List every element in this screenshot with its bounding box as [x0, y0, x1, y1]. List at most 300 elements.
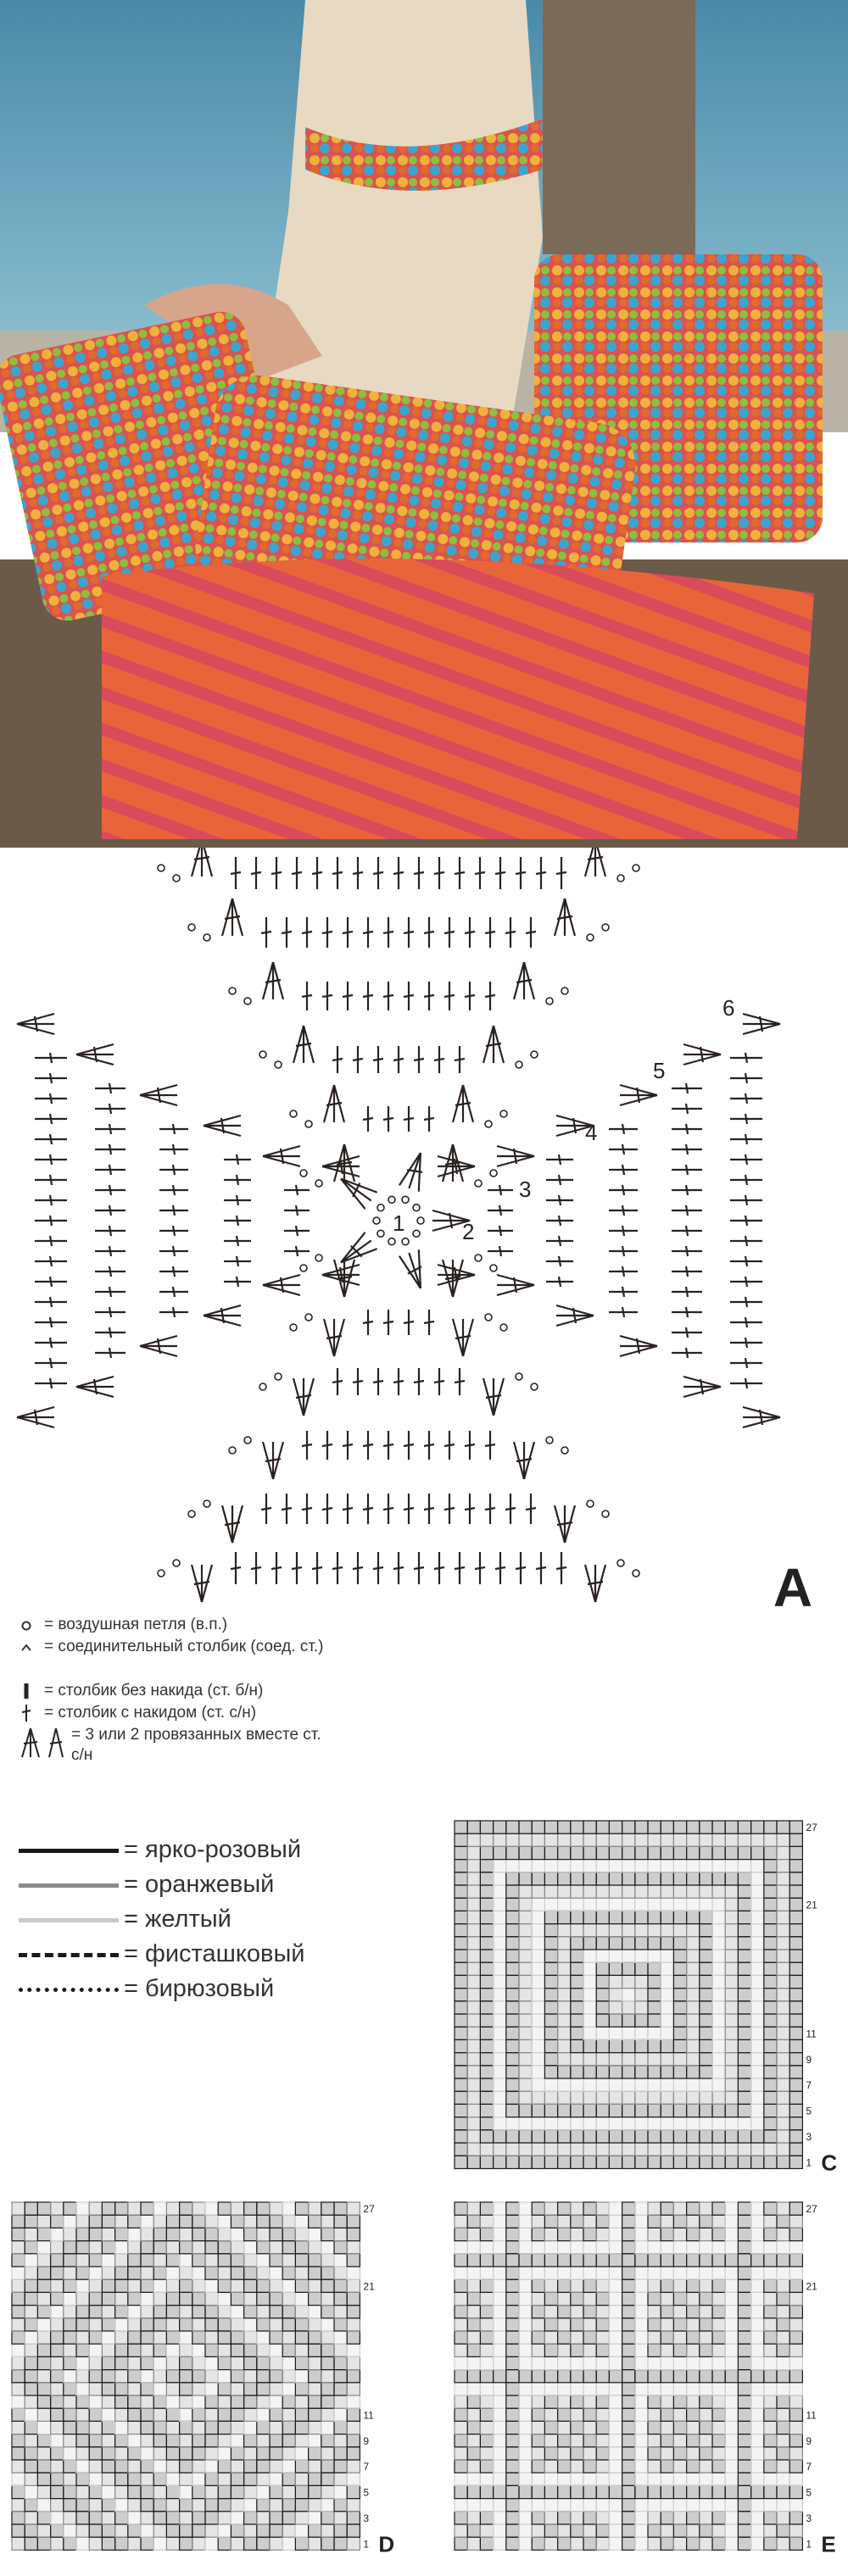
grid-cell: [309, 2331, 321, 2344]
grid-cell: [37, 2499, 50, 2512]
grid-cell: [544, 2370, 557, 2383]
grid-cell: [89, 2524, 102, 2537]
grid-cell: [725, 2130, 738, 2143]
grid-cell: [609, 2001, 622, 2014]
grid-cell: [480, 2524, 493, 2537]
grid-cell: [309, 2408, 321, 2421]
grid-cell: [218, 2460, 231, 2473]
grid-cell: [751, 2292, 764, 2305]
grid-cell: [153, 2318, 166, 2331]
grid-cell: [558, 2156, 571, 2168]
grid-cell: [583, 1872, 596, 1885]
grid-cell: [725, 2344, 738, 2356]
grid-cell: [661, 2039, 673, 2052]
grid-cell: [725, 2279, 738, 2292]
double-crochet-mark: [332, 1368, 343, 1395]
grid-cell: [622, 2267, 635, 2279]
grid-cell: [480, 1962, 493, 1975]
grid-cell: [700, 1911, 712, 1923]
grid-cell: [700, 1872, 712, 1885]
grid-cell: [751, 2078, 764, 2091]
grid-cell: [270, 2537, 282, 2550]
legend-text-dc: = столбик с накидом (ст. с/н): [44, 1704, 257, 1722]
color-text-orange: = оранжевый: [124, 1871, 275, 1898]
grid-cell: [532, 2512, 544, 2524]
cluster-mark: [514, 1442, 534, 1479]
grid-cell: [583, 1860, 596, 1872]
grid-cell: [751, 1937, 764, 1950]
grid-cell: [321, 2370, 334, 2383]
grid-cell: [532, 1989, 544, 2001]
grid-row-label: 9: [363, 2434, 370, 2447]
grid-cell: [764, 1885, 777, 1898]
double-crochet-mark: [609, 1226, 638, 1236]
cluster-mark: [497, 1146, 534, 1166]
grid-cell: [571, 2473, 583, 2485]
grid-cell: [687, 2053, 700, 2066]
grid-cell: [166, 2395, 179, 2408]
chain-stitch-mark: [587, 934, 594, 941]
grid-cell: [622, 2202, 635, 2215]
product-photo: [0, 0, 848, 848]
grid-cell: [25, 2215, 37, 2228]
grid-cell: [270, 2267, 282, 2279]
grid-cell: [661, 2215, 673, 2228]
grid-cell: [321, 2537, 334, 2550]
grid-cell: [635, 2421, 648, 2434]
grid-cell: [673, 2130, 686, 2143]
grid-cell: [205, 2408, 218, 2421]
grid-cell: [519, 1950, 532, 1962]
grid-cell: [622, 2395, 635, 2408]
grid-cell: [205, 2344, 218, 2356]
grid-cell: [218, 2279, 231, 2292]
grid-cell: [257, 2370, 270, 2383]
cluster-mark: [743, 1407, 780, 1427]
grid-cell: [334, 2512, 347, 2524]
double-crochet-mark: [672, 1083, 702, 1093]
double-crochet-mark: [284, 1185, 310, 1195]
grid-cell: [76, 2318, 89, 2331]
double-crochet-mark: [434, 857, 444, 889]
grid-cell: [480, 2091, 493, 2104]
grid-cell: [789, 2460, 802, 2473]
grid-cell: [12, 2512, 25, 2524]
grid-cell: [738, 1833, 750, 1846]
grid-cell: [494, 2537, 506, 2550]
grid-cell: [205, 2292, 218, 2305]
grid-cell: [596, 2434, 609, 2447]
double-crochet-mark: [672, 1165, 702, 1175]
grid-cell: [751, 2254, 764, 2267]
grid-cell: [244, 2228, 257, 2240]
grid-cell: [455, 2395, 467, 2408]
grid-cell: [789, 1833, 802, 1846]
chain-stitch-mark: [275, 1061, 282, 1068]
grid-cell: [51, 2215, 64, 2228]
grid-cell: [738, 2473, 750, 2485]
grid-cell: [583, 2254, 596, 2267]
grid-cell: [494, 1885, 506, 1898]
grid-cell: [51, 2395, 64, 2408]
grid-cell: [64, 2215, 76, 2228]
cluster-mark: [76, 1044, 114, 1065]
grid-cell: [205, 2254, 218, 2267]
grid-cell: [700, 2228, 712, 2240]
grid-cell: [764, 2215, 777, 2228]
grid-cell: [764, 1989, 777, 2001]
grid-cell: [455, 2104, 467, 2117]
grid-cell: [712, 1937, 725, 1950]
double-crochet-mark: [35, 1114, 67, 1124]
grid-cell: [480, 1937, 493, 1950]
cluster-mark: [555, 899, 575, 936]
grid-cell: [282, 2499, 295, 2512]
grid-cell: [648, 1911, 661, 1923]
grid-cell: [764, 1872, 777, 1885]
grid-cell: [673, 1898, 686, 1911]
double-crochet-mark: [261, 917, 271, 948]
grid-row-label: 3: [806, 2512, 812, 2524]
grid-cell: [321, 2292, 334, 2305]
grid-cell: [687, 2395, 700, 2408]
grid-cell: [519, 2292, 532, 2305]
double-crochet-mark: [284, 1205, 310, 1216]
grid-cell: [102, 2473, 114, 2485]
grid-cell: [596, 1962, 609, 1975]
grid-cell: [558, 2091, 571, 2104]
grid-cell: [558, 2434, 571, 2447]
grid-cell: [295, 2434, 308, 2447]
chain-stitch-mark: [377, 1230, 384, 1237]
grid-cell: [777, 2447, 789, 2460]
grid-cell: [712, 2434, 725, 2447]
grid-cell: [583, 2228, 596, 2240]
grid-cell: [102, 2344, 114, 2356]
grid-cell: [558, 2318, 571, 2331]
grid-cell: [738, 2053, 750, 2066]
grid-cell: [506, 2356, 519, 2369]
grid-cell: [687, 2473, 700, 2485]
grid-cell: [532, 1924, 544, 1937]
double-crochet-mark: [444, 1431, 455, 1460]
grid-cell: [192, 2215, 205, 2228]
grid-cell: [192, 2318, 205, 2331]
grid-cell: [596, 2331, 609, 2344]
grid-cell: [467, 2524, 480, 2537]
double-crochet-mark: [373, 1368, 383, 1395]
double-crochet-mark: [516, 857, 526, 889]
grid-cell: [648, 2202, 661, 2215]
grid-cell: [571, 2512, 583, 2524]
legend-row-slip: [19, 1637, 409, 1681]
grid-cell: [596, 2202, 609, 2215]
grid-cell: [700, 2104, 712, 2117]
double-crochet-mark: [35, 1195, 67, 1205]
grid-cell: [583, 2130, 596, 2143]
grid-cell: [455, 2460, 467, 2473]
grid-cell: [153, 2241, 166, 2254]
grid-cell: [700, 2356, 712, 2369]
grid-cell: [506, 2279, 519, 2292]
double-crochet-mark: [536, 857, 546, 889]
grid-cell: [506, 2395, 519, 2408]
grid-cell: [494, 1989, 506, 2001]
double-crochet-mark: [546, 1256, 573, 1266]
grid-cell: [635, 2460, 648, 2473]
legend-row-sc: [19, 1681, 409, 1703]
grid-cell: [282, 2537, 295, 2550]
grid-cell: [751, 2156, 764, 2168]
grid-cell: [648, 2228, 661, 2240]
grid-cell: [141, 2485, 153, 2498]
grid-cell: [257, 2344, 270, 2356]
grid-cell: [128, 2434, 141, 2447]
grid-cell: [532, 2331, 544, 2344]
grid-cell: [89, 2473, 102, 2485]
grid-cell: [12, 2202, 25, 2215]
grid-cell: [244, 2537, 257, 2550]
grid-cell: [687, 1833, 700, 1846]
grid-cell: [738, 2524, 750, 2537]
grid-row-label: 5: [806, 2486, 812, 2499]
grid-row-label: 27: [806, 2203, 817, 2216]
grid-cell: [687, 2537, 700, 2550]
double-crochet-mark: [292, 1552, 302, 1584]
grid-cell: [751, 2421, 764, 2434]
grid-cell: [712, 2447, 725, 2460]
grid-cell: [480, 2267, 493, 2279]
grid-cell: [519, 2408, 532, 2421]
grid-cell: [661, 1821, 673, 1833]
grid-cell: [532, 1860, 544, 1872]
grid-cell: [467, 2001, 480, 2014]
grid-cell: [180, 2344, 192, 2356]
cluster-mark: [263, 1275, 300, 1295]
chain-stitch-icon: [19, 1615, 44, 1635]
grid-cell: [76, 2460, 89, 2473]
grid-cell: [231, 2485, 243, 2498]
double-crochet-mark: [35, 1256, 67, 1266]
double-crochet-mark: [393, 1368, 404, 1395]
grid-cell: [751, 2130, 764, 2143]
grid-cell: [789, 2434, 802, 2447]
grid-cell: [622, 2331, 635, 2344]
grid-cell: [596, 2370, 609, 2383]
grid-cell: [673, 2066, 686, 2078]
grid-cell: [218, 2228, 231, 2240]
double-crochet-mark: [159, 1205, 188, 1216]
grid-cell: [102, 2434, 114, 2447]
grid-cell: [37, 2485, 50, 2498]
grid-cell: [777, 2499, 789, 2512]
grid-cell: [205, 2434, 218, 2447]
grid-cell: [751, 1821, 764, 1833]
grid-cell: [519, 2001, 532, 2014]
grid-cell: [347, 2434, 360, 2447]
grid-cell: [102, 2318, 114, 2331]
grid-cell: [455, 1821, 467, 1833]
grid-cell: [25, 2485, 37, 2498]
grid-cell: [571, 1962, 583, 1975]
grid-cell: [712, 2537, 725, 2550]
grid-cell: [700, 2130, 712, 2143]
grid-cell: [25, 2370, 37, 2383]
grid-cell: [635, 2485, 648, 2498]
grid-cell: [25, 2344, 37, 2356]
double-crochet-mark: [609, 1185, 638, 1195]
grid-cell: [467, 2408, 480, 2421]
grid-cell: [270, 2499, 282, 2512]
grid-cell: [661, 2485, 673, 2498]
grid-cell: [712, 1962, 725, 1975]
grid-cell: [544, 2473, 557, 2485]
grid-cell: [764, 2473, 777, 2485]
grid-cell: [583, 2356, 596, 2369]
row-number-label: 3: [519, 1177, 532, 1202]
grid-cell: [777, 2292, 789, 2305]
double-crochet-mark: [343, 982, 353, 1010]
grid-cell: [37, 2331, 50, 2344]
grid-cell: [519, 2117, 532, 2130]
double-crochet-mark: [546, 1236, 573, 1246]
grid-chart-letter: E: [821, 2531, 836, 2557]
grid-cell: [205, 2356, 218, 2369]
grid-cell: [764, 2434, 777, 2447]
grid-cell: [673, 1821, 686, 1833]
grid-cell: [712, 1911, 725, 1923]
grid-cell: [558, 2053, 571, 2066]
grid-cell: [558, 2014, 571, 2027]
grid-cell: [596, 2460, 609, 2473]
grid-cell: [738, 2228, 750, 2240]
grid-cell: [571, 2130, 583, 2143]
grid-cell: [648, 2356, 661, 2369]
grid-cell: [128, 2447, 141, 2460]
grid-cell: [571, 2202, 583, 2215]
grid-cell: [777, 2241, 789, 2254]
grid-cell: [244, 2499, 257, 2512]
grid-cell: [334, 2306, 347, 2318]
grid-cell: [596, 2053, 609, 2066]
grid-cell: [712, 1885, 725, 1898]
grid-cell: [673, 2473, 686, 2485]
grid-cell: [12, 2292, 25, 2305]
grid-cell: [295, 2202, 308, 2215]
grid-cell: [558, 2421, 571, 2434]
cluster-mark: [222, 899, 243, 936]
grid-cell: [764, 1898, 777, 1911]
double-crochet-mark: [35, 1073, 67, 1083]
grid-cell: [218, 2318, 231, 2331]
grid-cell: [777, 2130, 789, 2143]
grid-cell: [205, 2370, 218, 2383]
grid-cell: [519, 2053, 532, 2066]
color-row-yellow: [19, 1902, 375, 1937]
grid-cell: [609, 2383, 622, 2395]
double-crochet-mark: [424, 917, 434, 948]
grid-cell: [751, 2241, 764, 2254]
cluster-mark: [293, 1026, 314, 1063]
grid-cell: [700, 2370, 712, 2383]
slip-stitch-icon: [19, 1637, 44, 1657]
grid-cell: [789, 2370, 802, 2383]
grid-cell: [244, 2215, 257, 2228]
grid-cell: [102, 2421, 114, 2434]
grid-cell: [622, 2001, 635, 2014]
grid-cell: [789, 2537, 802, 2550]
cluster-mark: [399, 1149, 430, 1191]
grid-cell: [115, 2383, 128, 2395]
grid-cell: [777, 1975, 789, 1988]
grid-cell: [583, 2306, 596, 2318]
grid-cell: [180, 2499, 192, 2512]
grid-cell: [596, 2104, 609, 2117]
cluster-mark: [683, 1377, 721, 1397]
grid-cell: [519, 2078, 532, 2091]
grid-cell: [661, 1911, 673, 1923]
grid-cell: [51, 2434, 64, 2447]
grid-cell: [558, 2130, 571, 2143]
grid-cell: [789, 2053, 802, 2066]
double-crochet-mark: [730, 1358, 762, 1368]
double-crochet-mark: [383, 917, 393, 948]
grid-cell: [764, 2512, 777, 2524]
grid-cell: [115, 2279, 128, 2292]
grid-cell: [76, 2499, 89, 2512]
double-crochet-mark: [35, 1093, 67, 1104]
grid-cell: [558, 2117, 571, 2130]
grid-row-label: 9: [806, 2434, 812, 2447]
grid-cell: [571, 2460, 583, 2473]
grid-row-label: 1: [806, 2538, 812, 2551]
grid-cell: [494, 2331, 506, 2344]
double-crochet-mark: [672, 1226, 702, 1236]
grid-cell: [321, 2228, 334, 2240]
grid-cell: [519, 1846, 532, 1859]
grid-cell: [687, 2130, 700, 2143]
grid-cell: [153, 2383, 166, 2395]
grid-cell: [583, 1950, 596, 1962]
grid-cell: [687, 2254, 700, 2267]
grid-cell: [725, 1821, 738, 1833]
grid-cell: [282, 2485, 295, 2498]
grid-cell: [270, 2241, 282, 2254]
grid-cell: [764, 2408, 777, 2421]
grid-cell: [661, 1989, 673, 2001]
double-crochet-mark: [363, 1106, 373, 1132]
grid-cell: [282, 2460, 295, 2473]
grid-cell: [544, 2434, 557, 2447]
grid-cell: [764, 1833, 777, 1846]
grid-cell: [673, 1885, 686, 1898]
grid-cell: [687, 1962, 700, 1975]
grid-cell: [115, 2512, 128, 2524]
cluster-mark: [324, 1319, 344, 1356]
grid-cell: [506, 1989, 519, 2001]
grid-cell: [712, 2512, 725, 2524]
grid-cell: [558, 2499, 571, 2512]
grid-cell: [648, 2279, 661, 2292]
grid-cell: [480, 2512, 493, 2524]
grid-cell: [635, 2318, 648, 2331]
grid-cell: [532, 2499, 544, 2512]
grid-cell: [700, 2344, 712, 2356]
double-crochet-mark: [465, 917, 475, 948]
grid-cell: [192, 2370, 205, 2383]
grid-cell: [609, 2537, 622, 2550]
grid-cell: [687, 1911, 700, 1923]
